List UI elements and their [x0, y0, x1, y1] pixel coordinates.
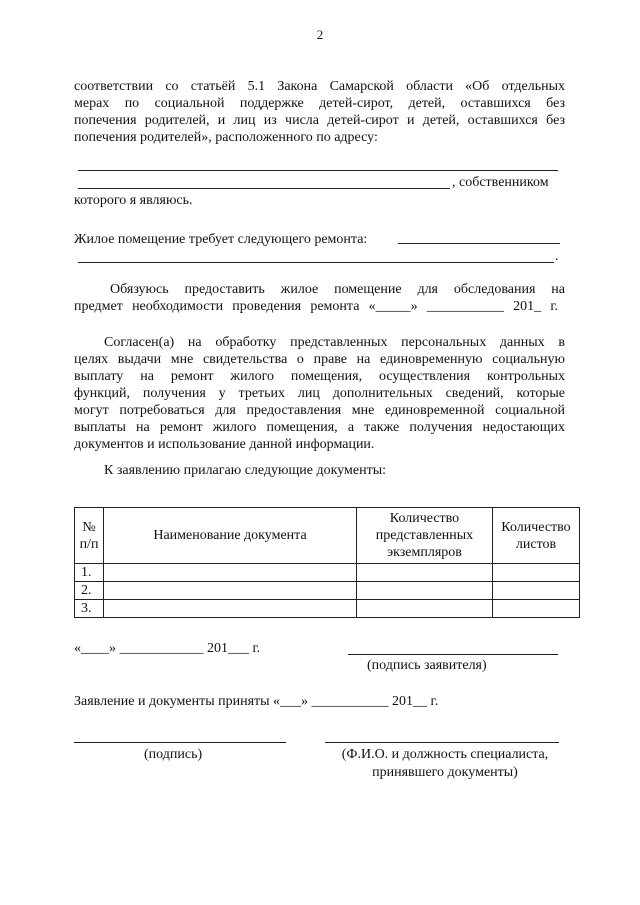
accepted-line[interactable]: Заявление и документы приняты «___» ___________ 201__ г. — [74, 694, 439, 709]
intro-line: мерах по социальной поддержке детей-сирот, детей, оставшихся без — [74, 96, 565, 111]
consent-line: Согласен(а) на обработку представленных персональных данных в — [104, 335, 565, 350]
specialist-label-2: принявшего документы) — [372, 765, 518, 780]
table-row — [75, 582, 580, 600]
table-row — [75, 564, 580, 582]
doc-name-cell[interactable] — [104, 564, 357, 582]
copies-cell[interactable] — [357, 564, 493, 582]
applicant-signature-line[interactable] — [348, 654, 558, 655]
address-blank-line-1[interactable] — [78, 170, 558, 171]
documents-table — [74, 507, 580, 618]
repair-blank-line-2[interactable] — [78, 262, 554, 263]
obligation-line-2: предмет необходимости проведения ремонта «_____» ___________ 201_ г. — [74, 299, 558, 314]
owner-tail: которого я являюсь. — [74, 193, 193, 208]
consent-line: могут потребоваться для предоставления мне единовременной социальной — [74, 403, 565, 418]
consent-line: выплаты на ремонт жилого помещения, а также получения недостающих — [74, 420, 565, 435]
row-number: 2. — [75, 582, 104, 600]
address-blank-line-2[interactable] — [78, 188, 450, 189]
intro-line: попечения родителей», расположенного по адресу: — [74, 130, 378, 145]
consent-line: документов и использование данной информации. — [74, 437, 375, 452]
consent-line: выплату на ремонт жилого помещения, осуществления контрольных — [74, 369, 565, 384]
copies-cell[interactable] — [357, 600, 493, 618]
applicant-signature-label: (подпись заявителя) — [367, 658, 487, 673]
copies-cell[interactable] — [357, 582, 493, 600]
sheets-cell[interactable] — [493, 564, 580, 582]
col-header-name: Наименование документа — [104, 508, 357, 564]
intro-line: попечения родителей, и лиц из числа детей-сирот и детей, оставшихся без — [74, 113, 565, 128]
consent-line: функций, получения у третьих лиц дополнительных сведений, которые — [74, 386, 565, 401]
repair-blank-line-1[interactable] — [398, 243, 560, 244]
col-header-sheets: Количество листов — [493, 508, 580, 564]
owner-suffix: , собственником — [452, 175, 549, 190]
consent-line: целях выдачи мне свидетельства о праве на единовременную социальную — [74, 352, 565, 367]
repair-end: . — [555, 249, 559, 264]
doc-name-cell[interactable] — [104, 600, 357, 618]
doc-name-cell[interactable] — [104, 582, 357, 600]
table-row — [75, 600, 580, 618]
page-number: 2 — [316, 27, 324, 42]
signature-line[interactable] — [74, 742, 286, 743]
sheets-cell[interactable] — [493, 582, 580, 600]
signature-label: (подпись) — [144, 747, 203, 762]
sheets-cell[interactable] — [493, 600, 580, 618]
row-number: 1. — [75, 564, 104, 582]
row-number: 3. — [75, 600, 104, 618]
table-header-row — [75, 508, 580, 564]
col-header-copies: Количество представленных экземпляров — [357, 508, 493, 564]
repair-label: Жилое помещение требует следующего ремонта: — [74, 232, 368, 247]
obligation-line-1: Обязуюсь предоставить жилое помещение для обследования на — [110, 282, 565, 297]
specialist-label-1: (Ф.И.О. и должность специалиста, — [341, 747, 549, 762]
application-date-field[interactable]: «____» ____________ 201___ г. — [74, 641, 261, 656]
col-header-number: № п/п — [75, 508, 104, 564]
specialist-line[interactable] — [325, 742, 559, 743]
attach-label: К заявлению прилагаю следующие документы: — [104, 463, 387, 478]
obligation-paragraph — [74, 281, 565, 315]
intro-paragraph — [74, 78, 565, 146]
consent-paragraph — [74, 334, 565, 453]
intro-line: соответствии со статьёй 5.1 Закона Самарской области «Об отдельных — [74, 79, 565, 94]
